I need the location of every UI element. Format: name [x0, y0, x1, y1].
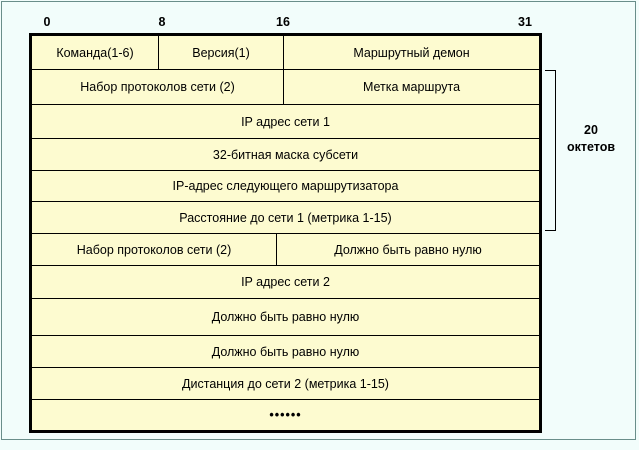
network1-ip-cell: IP адрес сети 1	[241, 114, 330, 129]
table-row	[32, 70, 539, 105]
table-row	[32, 368, 539, 400]
bit-label-8: 8	[158, 15, 166, 29]
must-be-zero-cell: Должно быть равно нулю	[334, 242, 482, 257]
table-row	[32, 202, 539, 234]
command-cell: Команда(1-6)	[32, 36, 159, 69]
next-hop-cell: IP-адрес следующего маршрутизатора	[172, 179, 399, 193]
octets-unit: октетов	[566, 140, 616, 154]
table-row	[32, 400, 539, 430]
table-row	[32, 299, 539, 336]
network2-ip-cell: IP адрес сети 2	[241, 275, 330, 289]
octets-note	[562, 122, 620, 156]
table-row	[32, 36, 539, 70]
table-row	[32, 171, 539, 202]
network2-distance-cell: Дистанция до сети 2 (метрика 1-15)	[182, 376, 389, 391]
must-be-zero-cell: Должно быть равно нулю	[211, 344, 360, 359]
table-row	[32, 336, 539, 368]
protocol-set-cell: Набор протоколов сети (2)	[32, 234, 277, 265]
bit-label-31: 31	[518, 15, 532, 29]
rip-packet-table	[29, 33, 542, 433]
table-row	[32, 139, 539, 171]
table-row	[32, 234, 539, 266]
octets-number: 20	[584, 123, 598, 137]
version-cell: Версия(1)	[159, 36, 284, 69]
must-be-zero-cell: Должно быть равно нулю	[211, 310, 360, 324]
octets-bracket	[545, 70, 556, 231]
bit-label-16: 16	[276, 15, 290, 29]
subnet-mask-cell: 32-битная маска субсети	[212, 147, 359, 162]
network1-distance-cell: Расстояние до сети 1 (метрика 1-15)	[179, 210, 392, 225]
table-row	[32, 105, 539, 139]
route-tag-cell: Метка маршрута	[362, 80, 461, 94]
route-daemon-cell: Маршрутный демон	[353, 45, 470, 60]
continuation-dots: ••••••	[269, 408, 302, 422]
bit-label-0: 0	[43, 15, 51, 29]
protocol-set-cell: Набор протоколов сети (2)	[32, 70, 284, 104]
table-row	[32, 266, 539, 299]
